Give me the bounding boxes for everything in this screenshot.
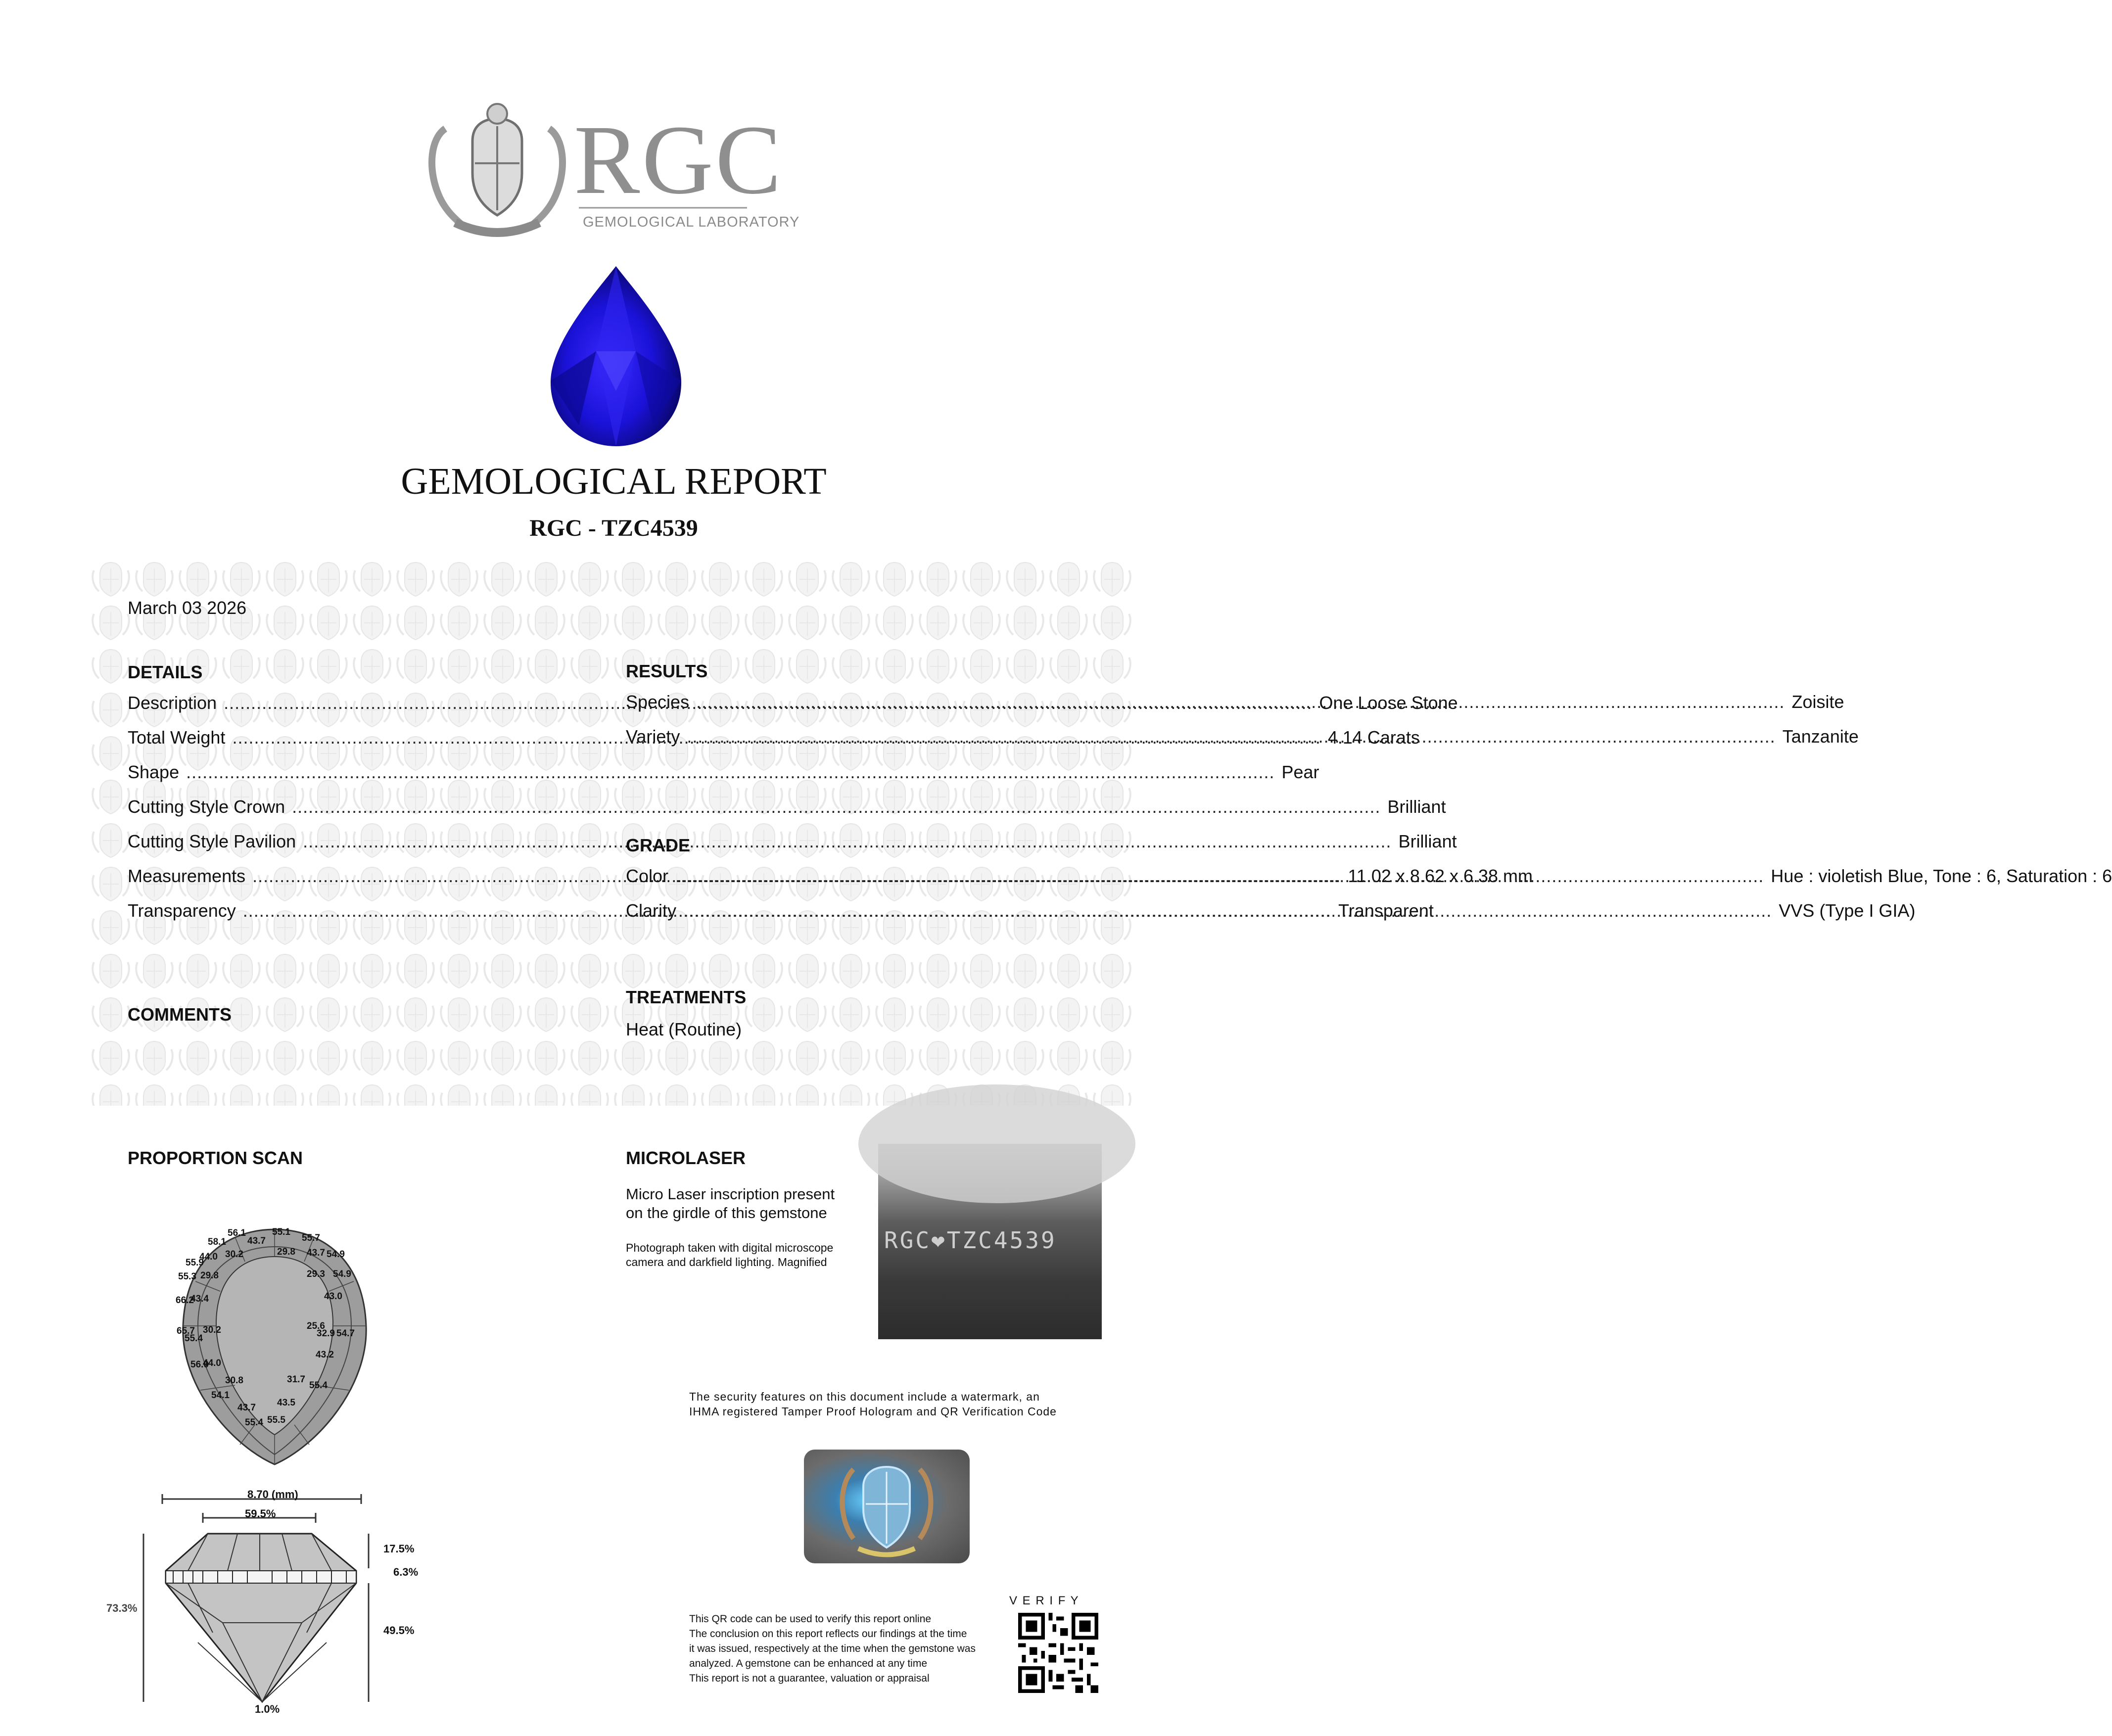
detail-value: 11.02 x 8.62 x 6.38 mm [1348, 866, 1533, 886]
side-culet-label: 1.0% [255, 1703, 280, 1715]
report-number: RGC - TZC4539 [529, 515, 698, 541]
verify-label: V E R I F Y [1009, 1594, 1079, 1607]
side-total-depth-label: 73.3% [106, 1602, 138, 1614]
side-crown-label: 17.5% [383, 1543, 415, 1555]
detail-label: Transparency [128, 900, 236, 921]
treatments-value: Heat (Routine) [626, 1019, 742, 1039]
detail-label: Shape [128, 762, 180, 782]
microlaser-caption2: camera and darkfield lighting. Magnified [626, 1256, 827, 1268]
qr-code-icon[interactable] [1018, 1613, 1098, 1693]
verify-line: This report is not a guarantee, valuation or appraisal [689, 1673, 930, 1684]
detail-value: 4.14 Carats [1327, 727, 1420, 748]
scan-label: 55.5 [267, 1415, 285, 1425]
comments-heading: COMMENTS [128, 1004, 232, 1025]
scan-label: 66.2 [176, 1295, 194, 1306]
detail-value: Pear [1281, 762, 1319, 782]
tanzanite-gem-image [542, 262, 690, 450]
hologram-crest-icon [804, 1450, 970, 1563]
scan-label: 43.7 [237, 1403, 256, 1413]
scan-label: 54.9 [327, 1249, 345, 1260]
detail-label: Cutting Style Crown [128, 797, 285, 817]
proportion-scan-heading: PROPORTION SCAN [128, 1148, 303, 1168]
side-table-label: 59.5% [245, 1507, 276, 1520]
grade-label: Color [626, 866, 669, 886]
detail-label: Measurements [128, 866, 246, 886]
side-width-label: 8.70 (mm) [247, 1488, 298, 1501]
scan-label: 43.7 [247, 1236, 266, 1246]
grade-value: VVS (Type I GIA) [1779, 900, 1916, 921]
scan-label: 44.0 [203, 1358, 221, 1368]
result-label: Species [626, 692, 690, 712]
microlaser-line1: Micro Laser inscription present [626, 1185, 835, 1203]
scan-label: 55.4 [185, 1333, 203, 1344]
report-date: March 03 2026 [128, 598, 247, 618]
scan-label: 43.7 [307, 1248, 325, 1258]
scan-label: 29.8 [277, 1247, 295, 1257]
scan-label: 58.1 [208, 1237, 226, 1247]
scan-label: 44.0 [199, 1252, 218, 1262]
scan-label: 43.5 [277, 1398, 295, 1408]
result-label: Variety [626, 726, 680, 747]
scan-label: 54.1 [211, 1390, 230, 1401]
detail-label: Cutting Style Pavilion [128, 831, 296, 851]
verify-line: This QR code can be used to verify this report online [689, 1613, 932, 1625]
report-title: GEMOLOGICAL REPORT [401, 461, 827, 502]
result-value: Tanzanite [1782, 726, 1859, 747]
scan-top-labels [176, 1227, 374, 1469]
treatments-heading: TREATMENTS [626, 987, 747, 1007]
logo-subtitle: GEMOLOGICAL LABORATORY [583, 214, 800, 230]
scan-label: 56.0 [190, 1360, 209, 1370]
detail-value: Brilliant [1398, 831, 1457, 851]
scan-label: 25.6 [307, 1321, 325, 1331]
microlaser-photo [878, 1144, 1102, 1339]
crest-icon [432, 104, 563, 233]
verify-line: it was issued, respectively at the time when the gemstone was [689, 1643, 976, 1654]
security-line2: IHMA registered Tamper Proof Hologram and QR Verification Code [689, 1405, 1057, 1418]
detail-value: Brilliant [1387, 797, 1446, 817]
scan-label: 43.0 [324, 1291, 342, 1302]
scan-label: 55.1 [272, 1227, 290, 1237]
scan-label: 56.1 [228, 1228, 246, 1238]
rgc-logo [425, 99, 800, 242]
detail-value: One Loose Stone [1319, 693, 1458, 713]
verify-text [689, 1612, 1001, 1686]
scan-label: 55.4 [309, 1380, 328, 1391]
microlaser-heading: MICROLASER [626, 1148, 746, 1168]
scan-label: 54.7 [336, 1328, 355, 1339]
scan-label: 55.4 [245, 1417, 263, 1428]
grade-value: Hue : violetish Blue, Tone : 6, Saturation : 6 [1771, 866, 2112, 886]
scan-label: 54.9 [333, 1269, 351, 1279]
scan-label: 43.2 [316, 1350, 334, 1360]
scan-label: 29.3 [307, 1269, 325, 1279]
scan-label: 29.8 [200, 1270, 219, 1281]
scan-label: 55.9 [186, 1258, 204, 1268]
grade-label: Clarity [626, 900, 677, 921]
result-value: Zoisite [1791, 692, 1844, 712]
detail-value: Transparent [1338, 900, 1434, 921]
scan-label: 55.3 [178, 1271, 196, 1282]
results-heading: RESULTS [626, 661, 708, 681]
detail-row-shape [128, 762, 1319, 783]
scan-label: 30.2 [225, 1249, 243, 1260]
scan-label: 30.8 [225, 1375, 243, 1386]
scan-label: 31.7 [287, 1374, 305, 1385]
logo-brand: RGC [574, 105, 784, 215]
grade-heading: GRADE [626, 835, 691, 855]
side-girdle-label: 6.3% [393, 1566, 419, 1578]
microlaser-line2: on the girdle of this gemstone [626, 1204, 827, 1221]
scan-label: 43.4 [190, 1294, 209, 1304]
scan-label: 30.2 [203, 1325, 221, 1335]
security-line1: The security features on this document include a watermark, an [689, 1390, 1040, 1403]
details-heading: DETAILS [128, 662, 203, 682]
scan-label: 55.7 [302, 1233, 320, 1243]
detail-row-crown [128, 797, 1446, 817]
verify-line: The conclusion on this report reflects our findings at the time [689, 1628, 967, 1640]
hologram-seal [804, 1450, 970, 1563]
verify-line: analyzed. A gemstone can be enhanced at any time [689, 1658, 928, 1669]
microlaser-caption1: Photograph taken with digital microscope [626, 1241, 834, 1254]
detail-label: Total Weight [128, 727, 226, 748]
laser-inscription: RGC❤TZC4539 [884, 1227, 1057, 1254]
scan-label: 32.9 [317, 1328, 335, 1339]
detail-label: Description [128, 693, 217, 713]
scan-label: 65.7 [177, 1326, 195, 1336]
side-pavilion-label: 49.5% [383, 1624, 415, 1637]
